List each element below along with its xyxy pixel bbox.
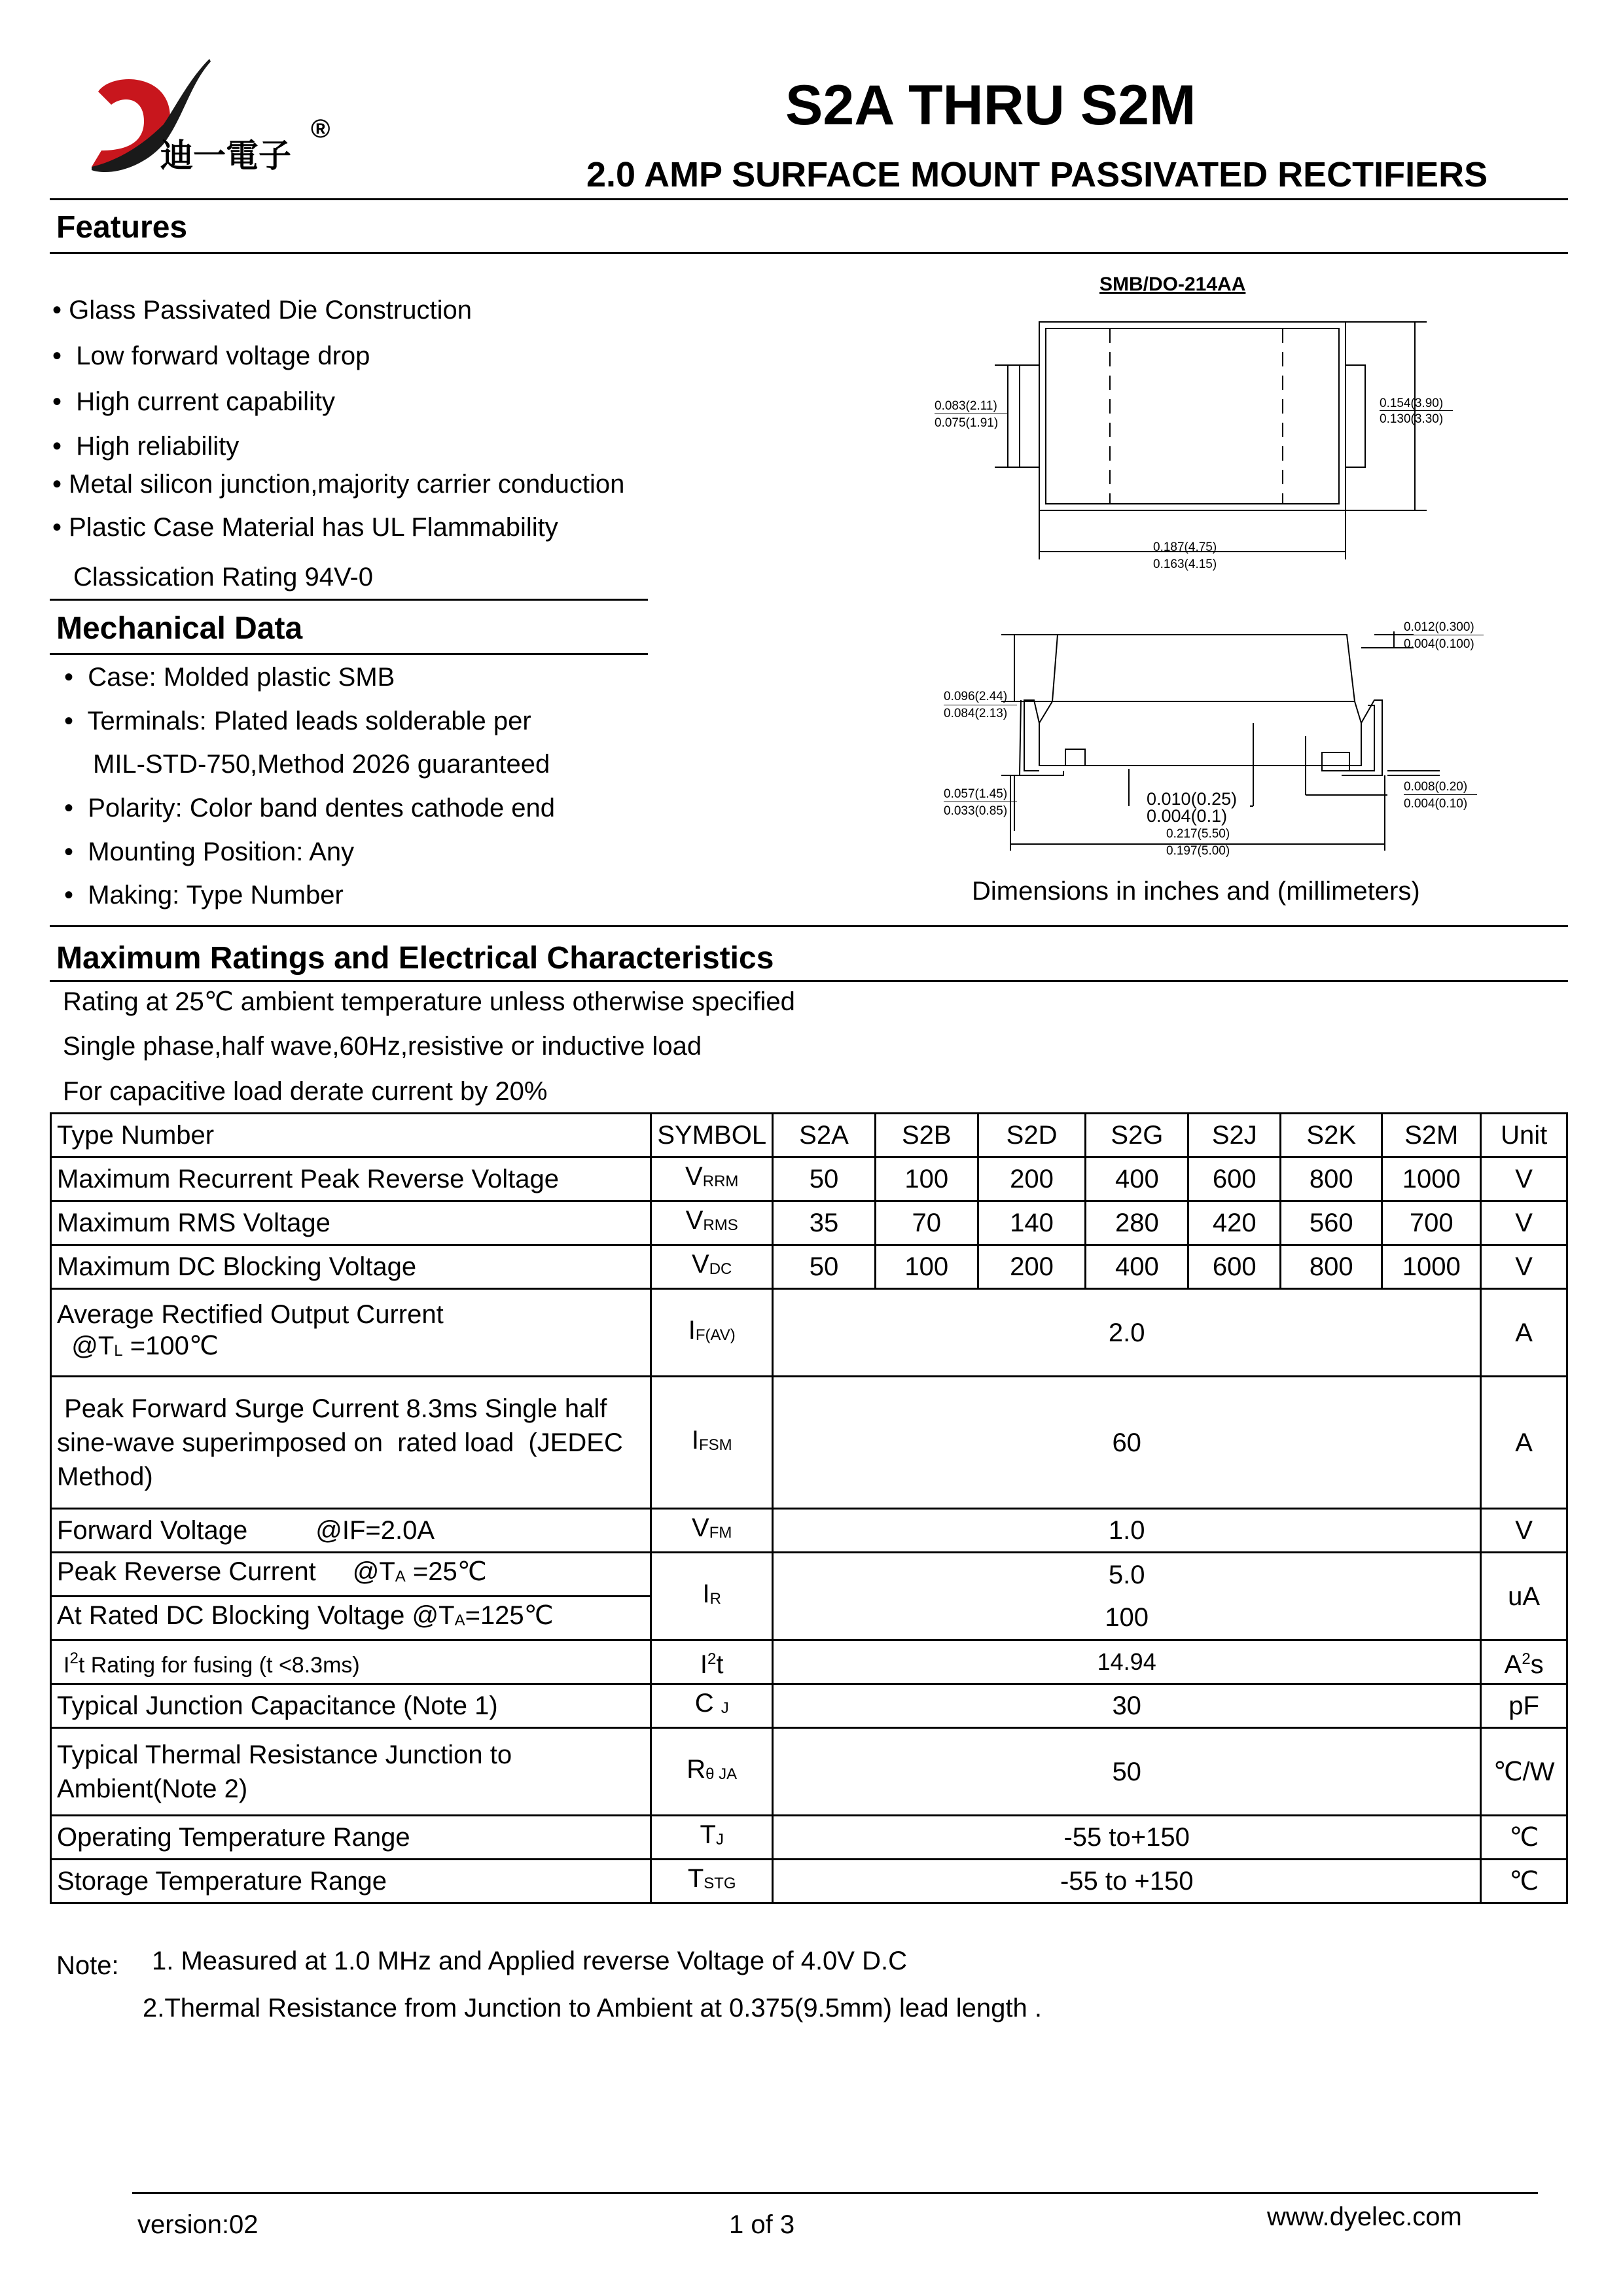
note-item: 1. Measured at 1.0 MHz and Applied reverse Voltage of 4.0V D.C	[152, 1947, 907, 1975]
dim-width-min: 0.130(3.30)	[1380, 412, 1444, 426]
mechanical-item: • Making: Type Number	[64, 881, 344, 910]
symbol-cell: $I_{F(AV)}$	[651, 1289, 773, 1377]
table-row	[51, 1201, 1567, 1245]
feature-item: Classication Rating 94V-0	[73, 563, 374, 592]
unit-cell: pF	[1481, 1684, 1567, 1728]
footer-divider	[132, 2192, 1538, 2194]
divider	[50, 599, 648, 601]
value-cell: 30	[773, 1684, 1481, 1728]
divider	[50, 198, 1568, 200]
value-cell: 50	[773, 1157, 876, 1201]
table-row	[51, 1816, 1567, 1860]
footer-website[interactable]: www.dyelec.com	[1267, 2202, 1462, 2231]
table-row	[51, 1728, 1567, 1816]
header-cell: S2G	[1086, 1114, 1188, 1157]
value-cell: 200	[978, 1157, 1086, 1201]
feature-item: • Plastic Case Material has UL Flammability	[52, 513, 558, 542]
mechanical-heading: Mechanical Data	[56, 611, 303, 646]
value-cell: 600	[1188, 1157, 1281, 1201]
value-cell: -55 to+150	[773, 1816, 1481, 1860]
header-cell: SYMBOL	[651, 1114, 773, 1157]
value-cell: 140	[978, 1201, 1086, 1245]
value-cell: 1.0	[773, 1509, 1481, 1553]
dim-lead-end-min: 0.004(0.10)	[1404, 797, 1468, 811]
dim-lead-thk-min: 0.004(0.100)	[1404, 637, 1474, 651]
company-logo	[72, 52, 347, 183]
symbol-cell: $R_{\theta JA}$	[651, 1728, 773, 1816]
unit-cell: V	[1481, 1157, 1567, 1201]
feature-item: • Metal silicon junction,majority carrier conduction	[52, 470, 625, 499]
header-cell: S2D	[978, 1114, 1086, 1157]
unit-cell: ℃	[1481, 1860, 1567, 1903]
param-label: Forward Voltage @IF=2.0A	[51, 1509, 651, 1553]
symbol-cell: $I^2t$	[651, 1640, 773, 1684]
param-label: Typical Junction Capacitance (Note 1)	[51, 1684, 651, 1728]
param-label: $I^2t$ Rating for fusing (t <8.3ms)	[51, 1640, 651, 1684]
table-row	[51, 1553, 1567, 1597]
mechanical-item: • Terminals: Plated leads solderable per	[64, 707, 531, 735]
value-cell: 400	[1086, 1157, 1188, 1201]
table-row	[51, 1684, 1567, 1728]
package-name: SMB/DO-214AA	[1099, 274, 1246, 295]
feature-item: • Glass Passivated Die Construction	[52, 296, 472, 325]
unit-cell: ℃	[1481, 1816, 1567, 1860]
param-label: Average Rectified Output Current $@T_L$ =100℃	[51, 1289, 651, 1377]
unit-cell: $A^2s$	[1481, 1640, 1567, 1684]
feature-item: • High reliability	[52, 432, 240, 461]
table-header-row	[51, 1114, 1567, 1157]
unit-cell: uA	[1481, 1553, 1567, 1640]
dim-height-max: 0.083(2.11)	[935, 399, 997, 413]
dim-height-min: 0.075(1.91)	[935, 416, 999, 430]
value-cell: 60	[773, 1377, 1481, 1509]
value-cell: 100	[875, 1157, 978, 1201]
logo-text: 迪一電子	[160, 137, 291, 174]
value-cell: -55 to +150	[773, 1860, 1481, 1903]
feature-item: • High current capability	[52, 387, 335, 416]
dim-overall-min: 0.197(5.00)	[1166, 844, 1230, 858]
dim-lead-len-max: 0.057(1.45)	[944, 787, 1008, 801]
symbol-cell: $T_J$	[651, 1816, 773, 1860]
symbol-cell: $I_{FSM}$	[651, 1377, 773, 1509]
table-row	[51, 1289, 1567, 1377]
symbol-cell: $V_{FM}$	[651, 1509, 773, 1553]
symbol-cell: $I_R$	[651, 1553, 773, 1640]
param-label: Maximum DC Blocking Voltage	[51, 1245, 651, 1289]
value-cell: 35	[773, 1201, 876, 1245]
registered-mark: ®	[311, 115, 330, 143]
dimension-caption: Dimensions in inches and (millimeters)	[972, 877, 1420, 906]
symbol-cell: $V_{RMS}$	[651, 1201, 773, 1245]
value-cell: 50	[773, 1728, 1481, 1816]
divider	[50, 925, 1568, 927]
footer-page: 1 of 3	[729, 2210, 795, 2239]
dim-lead-len-min: 0.033(0.85)	[944, 804, 1008, 818]
table-row	[51, 1509, 1567, 1553]
param-label: At Rated DC Blocking Voltage $@T_A=125℃$	[51, 1597, 651, 1640]
value-cell: 560	[1281, 1201, 1382, 1245]
divider	[50, 252, 1568, 254]
dim-length-min: 0.163(4.15)	[1153, 557, 1217, 571]
param-label: Peak Forward Surge Current 8.3ms Single half sine-wave superimposed on rated load (JEDEC Method)	[51, 1377, 651, 1509]
value-cell: 5.0	[773, 1553, 1481, 1597]
symbol-cell: $T_{STG}$	[651, 1860, 773, 1903]
value-cell: 70	[875, 1201, 978, 1245]
unit-cell: ℃/W	[1481, 1728, 1567, 1816]
value-cell: 600	[1188, 1245, 1281, 1289]
symbol-cell: C $_J$	[651, 1684, 773, 1728]
unit-cell: V	[1481, 1509, 1567, 1553]
dim-lead-end-max: 0.008(0.20)	[1404, 780, 1468, 794]
value-cell: 14.94	[773, 1640, 1481, 1684]
note-label: Note:	[56, 1951, 119, 1980]
value-cell: 100	[875, 1245, 978, 1289]
value-cell: 50	[773, 1245, 876, 1289]
mechanical-item: • Polarity: Color band dentes cathode end	[64, 794, 556, 822]
mechanical-item: • Case: Molded plastic SMB	[64, 663, 395, 692]
table-row	[51, 1377, 1567, 1509]
unit-cell: V	[1481, 1201, 1567, 1245]
footer-version: version:02	[137, 2210, 259, 2239]
mechanical-item: MIL-STD-750,Method 2026 guaranteed	[93, 750, 550, 779]
value-cell: 700	[1382, 1201, 1481, 1245]
table-row	[51, 1860, 1567, 1903]
rating-note: For capacitive load derate current by 20%	[63, 1077, 548, 1106]
header-cell: S2J	[1188, 1114, 1281, 1157]
header-cell: Type Number	[51, 1114, 651, 1157]
param-label: Maximum Recurrent Peak Reverse Voltage	[51, 1157, 651, 1201]
table-row	[51, 1640, 1567, 1684]
unit-cell: A	[1481, 1289, 1567, 1377]
unit-cell: V	[1481, 1245, 1567, 1289]
ratings-heading: Maximum Ratings and Electrical Characteristics	[56, 941, 774, 976]
value-cell: 100	[773, 1597, 1481, 1640]
value-cell: 280	[1086, 1201, 1188, 1245]
value-cell: 420	[1188, 1201, 1281, 1245]
header-cell: S2K	[1281, 1114, 1382, 1157]
symbol-cell: $V_{DC}$	[651, 1245, 773, 1289]
page-subtitle: 2.0 AMP SURFACE MOUNT PASSIVATED RECTIFIERS	[586, 155, 1488, 194]
unit-cell: A	[1481, 1377, 1567, 1509]
value-cell: 400	[1086, 1245, 1188, 1289]
dim-width-max: 0.154(3.90)	[1380, 397, 1444, 410]
dim-rule	[1380, 410, 1453, 411]
dim-length-max: 0.187(4.75)	[1153, 540, 1217, 554]
param-label: Peak Reverse Current $@T_A$ =25℃	[51, 1553, 651, 1597]
dim-standoff-min: 0.004(0.1)	[1147, 806, 1228, 826]
rating-note: Single phase,half wave,60Hz,resistive or inductive load	[63, 1032, 702, 1061]
table-row	[51, 1597, 1567, 1640]
dim-lead-thk-max: 0.012(0.300)	[1404, 620, 1474, 634]
value-cell: 1000	[1382, 1157, 1481, 1201]
table-row	[51, 1245, 1567, 1289]
dim-overall-max: 0.217(5.50)	[1166, 827, 1230, 841]
package-top-view	[916, 301, 1472, 576]
divider	[50, 653, 648, 655]
divider	[50, 980, 1568, 982]
rating-note: Rating at 25℃ ambient temperature unless otherwise specified	[63, 987, 795, 1016]
value-cell: 800	[1281, 1245, 1382, 1289]
header-cell: S2A	[773, 1114, 876, 1157]
value-cell: 2.0	[773, 1289, 1481, 1377]
value-cell: 1000	[1382, 1245, 1481, 1289]
param-label: Maximum RMS Voltage	[51, 1201, 651, 1245]
header-cell: S2B	[875, 1114, 978, 1157]
features-heading: Features	[56, 210, 188, 245]
dim-body-h-min: 0.084(2.13)	[944, 707, 1008, 720]
table-row	[51, 1157, 1567, 1201]
param-label: Operating Temperature Range	[51, 1816, 651, 1860]
value-cell: 200	[978, 1245, 1086, 1289]
header-cell: Unit	[1481, 1114, 1567, 1157]
ratings-table	[50, 1112, 1568, 1904]
mechanical-item: • Mounting Position: Any	[64, 838, 355, 866]
page-title: S2A THRU S2M	[785, 74, 1196, 137]
param-label: Typical Thermal Resistance Junction to Ambient(Note 2)	[51, 1728, 651, 1816]
dim-body-h-max: 0.096(2.44)	[944, 690, 1008, 703]
param-label: Storage Temperature Range	[51, 1860, 651, 1903]
symbol-cell: $V_{RRM}$	[651, 1157, 773, 1201]
dim-rule	[1404, 794, 1477, 795]
feature-item: • Low forward voltage drop	[52, 342, 370, 370]
dim-standoff-max: 0.010(0.25)	[1147, 789, 1238, 809]
value-cell: 800	[1281, 1157, 1382, 1201]
header-cell: S2M	[1382, 1114, 1481, 1157]
note-item: 2.Thermal Resistance from Junction to Ambient at 0.375(9.5mm) lead length .	[143, 1994, 1043, 2022]
